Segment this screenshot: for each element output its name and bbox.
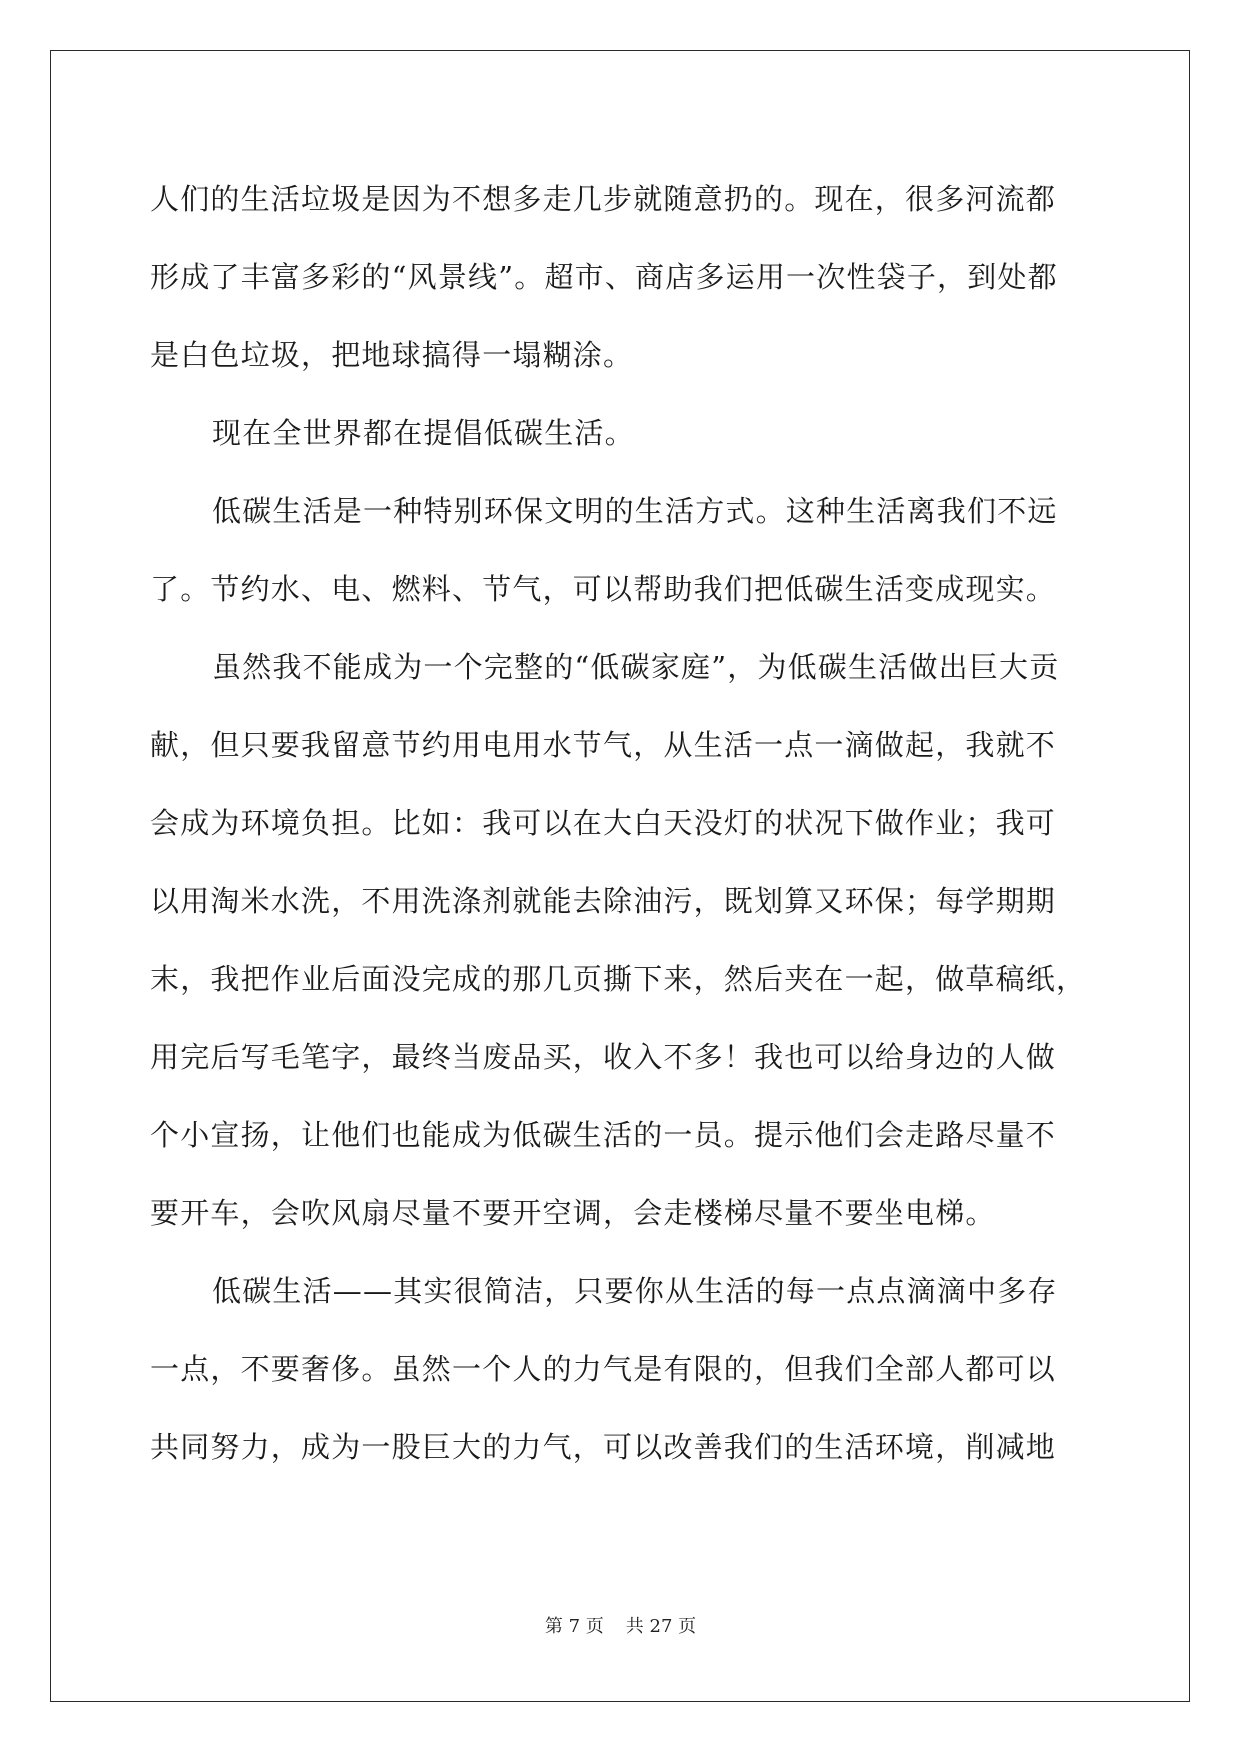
text-line-1: 人们的生活垃圾是因为不想多走几步就随意扔的。现在，很多河流都 [150, 182, 1057, 216]
text-line-5: 低碳生活是一种特别环保文明的生活方式。这种生活离我们不远 [212, 494, 1058, 528]
page-number-total: 共 27 页 [625, 1616, 697, 1637]
text-line-7: 虽然我不能成为一个完整的“低碳家庭”，为低碳生活做出巨大贡 [212, 650, 1060, 684]
text-line-16: 一点，不要奢侈。虽然一个人的力气是有限的，但我们全部人都可以 [150, 1352, 1057, 1386]
text-line-4: 现在全世界都在提倡低碳生活。 [212, 416, 635, 450]
text-line-13: 个小宣扬，让他们也能成为低碳生活的一员。提示他们会走路尽量不 [150, 1118, 1057, 1152]
page-number-current: 第 7 页 [544, 1616, 604, 1637]
text-line-12: 用完后写毛笔字，最终当废品买，收入不多！我也可以给身边的人做 [150, 1040, 1057, 1074]
text-line-11: 末，我把作业后面没完成的那几页撕下来，然后夹在一起，做草稿纸， [150, 962, 1087, 996]
text-line-3: 是白色垃圾，把地球搞得一塌糊涂。 [150, 338, 634, 372]
text-line-15: 低碳生活——其实很简洁，只要你从生活的每一点点滴滴中多存 [212, 1274, 1058, 1308]
text-line-2: 形成了丰富多彩的“风景线”。超市、商店多运用一次性袋子，到处都 [150, 260, 1058, 294]
text-line-14: 要开车，会吹风扇尽量不要开空调，会走楼梯尽量不要坐电梯。 [150, 1196, 996, 1230]
text-line-17: 共同努力，成为一股巨大的力气，可以改善我们的生活环境，削减地 [150, 1430, 1057, 1464]
text-line-6: 了。节约水、电、燃料、节气，可以帮助我们把低碳生活变成现实。 [150, 572, 1057, 606]
document-body [150, 160, 1090, 1486]
page-footer [0, 1612, 1241, 1638]
text-line-10: 以用淘米水洗，不用洗涤剂就能去除油污，既划算又环保；每学期期 [150, 884, 1057, 918]
text-line-8: 献，但只要我留意节约用电用水节气，从生活一点一滴做起，我就不 [150, 728, 1057, 762]
text-line-9: 会成为环境负担。比如：我可以在大白天没灯的状况下做作业；我可 [150, 806, 1057, 840]
